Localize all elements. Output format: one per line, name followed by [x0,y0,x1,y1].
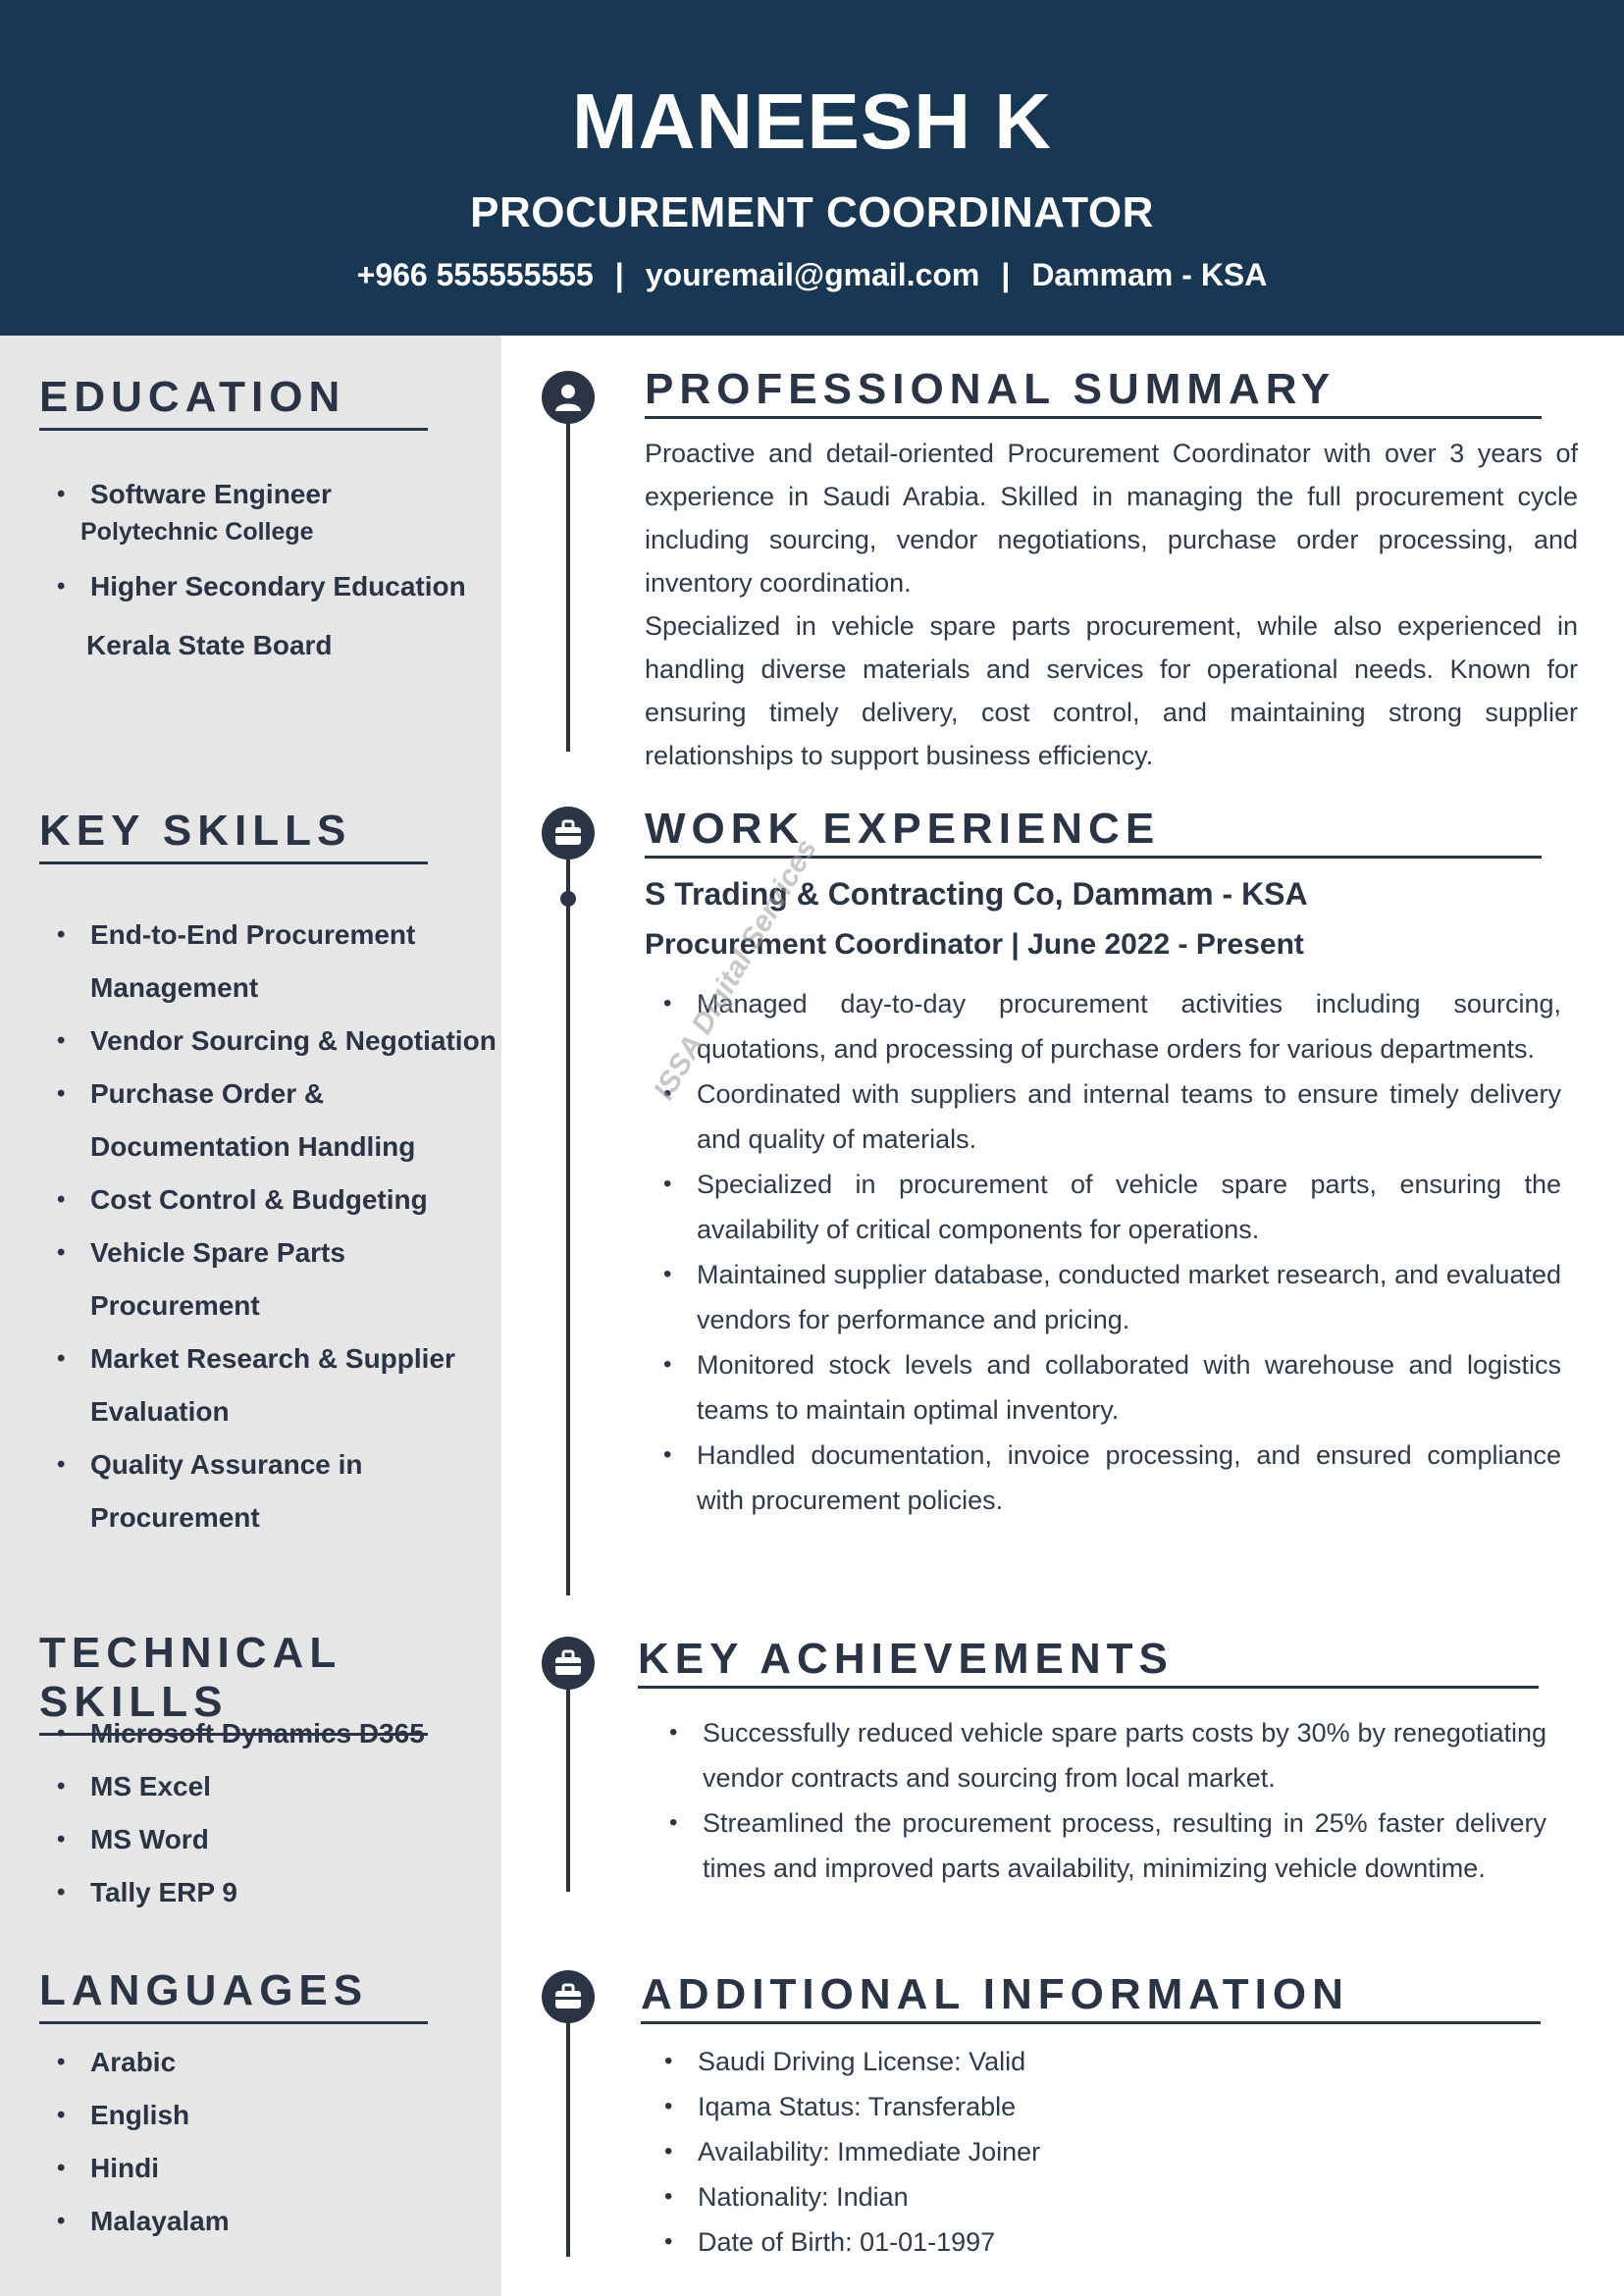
additional-bullet: • Date of Birth: 01-01-1997 [664,2219,1547,2265]
language-item: • Arabic [57,2036,230,2089]
additional-heading: ADDITIONAL INFORMATION [641,1970,1541,2024]
additional-bullet: • Iqama Status: Transferable [664,2084,1547,2129]
experience-bullet: • Maintained supplier database, conducted market research, and evaluated vendors for performance and pricing. [663,1252,1561,1342]
job-role: Procurement Coordinator | June 2022 - Present [645,928,1304,961]
achievement-bullet: • Streamlined the procurement process, resulting in 25% faster delivery times and improved parts availability, minimizing vehicle downtime. [669,1800,1546,1891]
additional-bullet: • Nationality: Indian [664,2174,1547,2219]
experience-bullet: • Managed day-to-day procurement activities including sourcing, quotations, and processing of purchase orders for various departments. [663,981,1561,1071]
language-item: • English [57,2089,230,2142]
header-banner [0,0,1624,336]
education-degree: • Software Engineer [57,475,466,514]
additional-bullets [664,2039,1547,2265]
briefcase-icon [542,807,595,860]
summary-paragraph: Proactive and detail-oriented Procurement Coordinator with over 3 years of experience in Saudi Arabia. Skilled in managing the full procurement cycle including sourcing, vendor negotiations, purchase order processing, and inventory coordination. [645,439,1578,598]
timeline-dot [560,891,576,907]
additional-bullet: • Saudi Driving License: Valid [664,2039,1547,2084]
skill-item: • End-to-End Procurement Management [57,909,463,1015]
education-list [57,475,466,665]
experience-heading: WORK EXPERIENCE [645,805,1542,859]
key-skills-list [57,909,508,1544]
contact-line [0,257,1624,293]
timeline-line [566,2021,570,2257]
user-icon [542,371,595,424]
briefcase-icon [542,1970,595,2023]
job-title: PROCUREMENT COORDINATOR [470,188,1154,236]
key-skills-heading: KEY SKILLS [39,807,428,864]
skill-item: • Quality Assurance in Procurement [57,1438,414,1544]
skill-item: • Purchase Order & Documentation Handling [57,1068,424,1174]
summary-paragraph: Specialized in vehicle spare parts procurement, while also experienced in handling diverse materials and services for operational needs. Known for ensuring timely delivery, cost control, and maintaining strong supplier relationships to support business efficiency. [645,611,1578,770]
email: youremail@gmail.com [645,257,980,292]
achievements-heading: KEY ACHIEVEMENTS [638,1635,1539,1689]
watermark: ISSA Digital Services [648,833,823,1106]
skill-item: • Market Research & Supplier Evaluation [57,1332,483,1438]
phone: +966 555555555 [356,257,594,292]
briefcase-icon [542,1637,595,1690]
timeline-line [566,422,570,752]
experience-bullet: • Specialized in procurement of vehicle spare parts, ensuring the availability of critical components for operations. [663,1162,1561,1252]
education-school: Kerala State Board [86,630,333,660]
achievements-bullets [669,1710,1546,1891]
experience-bullets [663,981,1561,1523]
achievement-bullet: • Successfully reduced vehicle spare parts costs by 30% by renegotiating vendor contracts and sourcing from local market. [669,1710,1546,1800]
experience-bullet: • Coordinated with suppliers and internal teams to ensure timely delivery and quality of materials. [663,1071,1561,1162]
technical-skill-item: • MS Word [57,1813,425,1866]
education-degree: • Higher Secondary Education [57,567,466,606]
experience-bullet: • Monitored stock levels and collaborated with warehouse and logistics teams to maintain optimal inventory. [663,1342,1561,1433]
summary-heading: PROFESSIONAL SUMMARY [645,365,1542,419]
technical-skill-item: • MS Excel [57,1760,425,1813]
separator: | [1001,257,1011,292]
skill-item: • Vendor Sourcing & Negotiation [57,1015,508,1068]
language-item: • Malayalam [57,2195,230,2248]
job-company: S Trading & Contracting Co, Dammam - KSA [645,876,1308,912]
experience-bullet: • Handled documentation, invoice processing, and ensured compliance with procurement policies. [663,1433,1561,1523]
skill-item: • Vehicle Spare Parts Procurement [57,1226,508,1332]
language-item: • Hindi [57,2142,230,2195]
education-school: Polytechnic College [80,518,314,546]
technical-skills-heading: TECHNICAL SKILLS [39,1629,428,1736]
languages-heading: LANGUAGES [39,1966,428,2024]
technical-skills-list [57,1707,425,1919]
timeline-line [566,860,570,1595]
location: Dammam - KSA [1031,257,1268,292]
additional-bullet: • Availability: Immediate Joiner [664,2129,1547,2174]
timeline-line [566,1686,570,1892]
technical-skill-item: • Microsoft Dynamics D365 [57,1707,425,1760]
candidate-name: MANEESH K [571,78,1053,165]
technical-skill-item: • Tally ERP 9 [57,1866,425,1919]
education-heading: EDUCATION [39,373,428,431]
languages-list [57,2036,230,2248]
separator: | [614,257,624,292]
skill-item: • Cost Control & Budgeting [57,1174,508,1226]
